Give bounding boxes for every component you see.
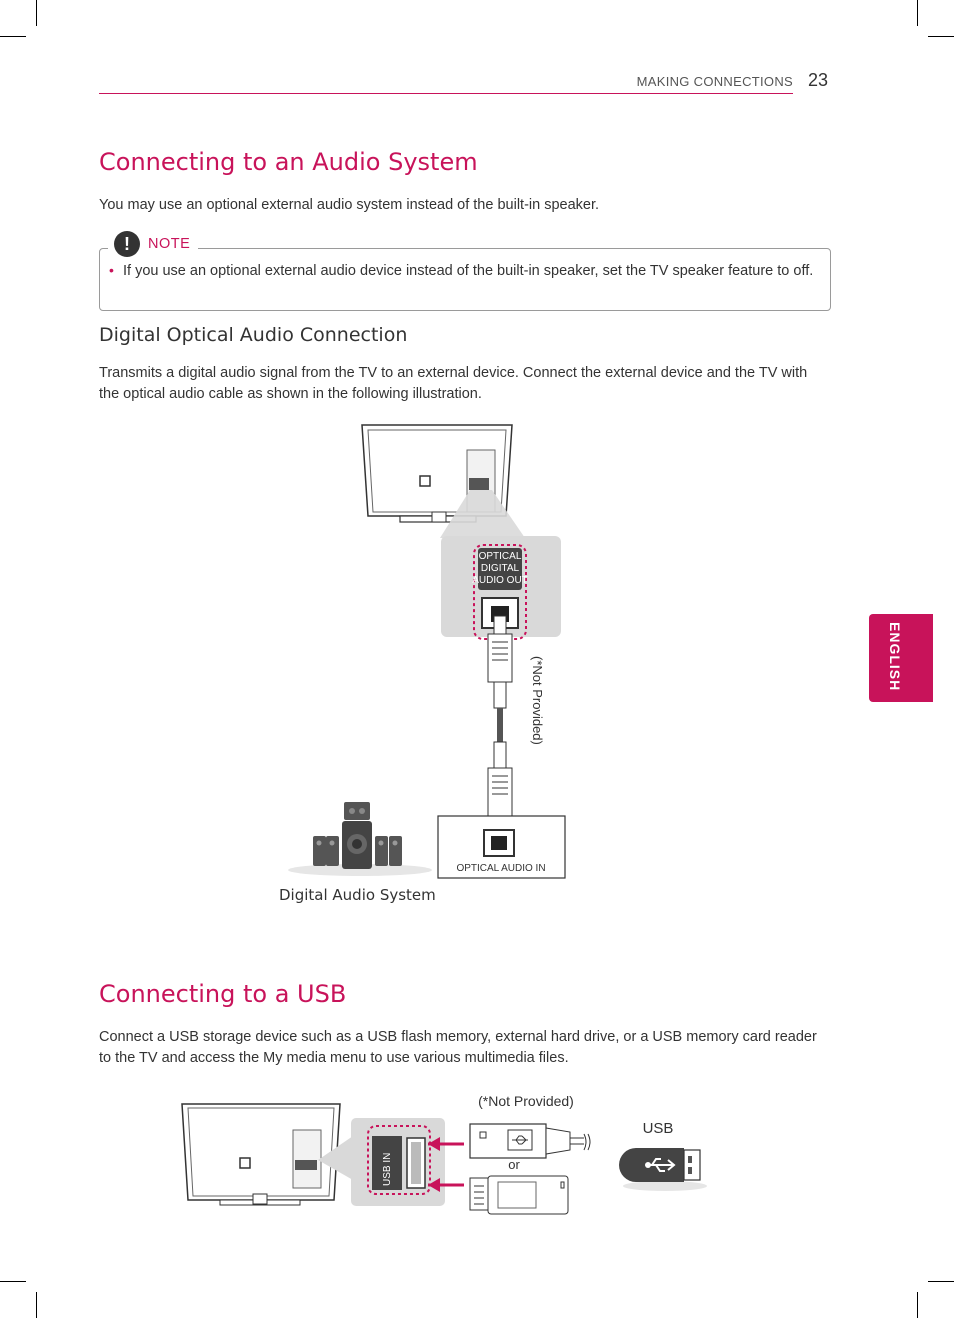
audio-intro: You may use an optional external audio system instead of the built-in speaker. (99, 197, 600, 213)
page-number: 23 (808, 70, 829, 90)
device-caption: Digital Audio System (279, 886, 436, 904)
language-tab (869, 614, 933, 702)
or-label: or (508, 1157, 520, 1172)
crop-mark (917, 1292, 918, 1318)
section-title-usb: Connecting to a USB (99, 980, 347, 1008)
section-title-audio: Connecting to an Audio System (99, 148, 478, 176)
subsection-title: Digital Optical Audio Connection (99, 324, 408, 346)
port-label-1: OPTICAL (478, 551, 522, 562)
cable-note: (*Not Provided) (530, 656, 545, 745)
crop-mark (928, 1281, 954, 1282)
usb-connection-diagram (178, 1088, 718, 1220)
tv-back-illustration (182, 1104, 340, 1205)
cable-line (497, 708, 503, 742)
note-item: If you use an optional external audio device instead of the built-in speaker, set the TV speaker feature to off. (123, 263, 814, 279)
crop-mark (917, 0, 918, 26)
speaker-system-illustration (288, 802, 432, 876)
crop-mark (36, 1292, 37, 1318)
usb-port-label: USB IN (382, 1152, 393, 1186)
note-badge (108, 231, 198, 257)
note-label: NOTE (148, 236, 191, 252)
usb-drive-illustration (619, 1148, 707, 1191)
cable-connector-top (488, 634, 512, 682)
cable-connector-bottom (488, 768, 512, 816)
header-rule (99, 93, 793, 94)
memory-stick-connector (470, 1178, 488, 1210)
optical-in-label: OPTICAL AUDIO IN (456, 863, 546, 874)
exclamation-icon: ! (114, 231, 140, 257)
crop-mark (0, 36, 26, 37)
port-label-2: DIGITAL (480, 563, 520, 574)
crop-mark (0, 1281, 26, 1282)
usb-body: Connect a USB storage device such as a USB flash memory, external hard drive, or a USB memory card reader to the TV and access the My media menu to use various multimedia files. (99, 1029, 817, 1066)
usb-label: USB (642, 1120, 674, 1137)
crop-mark (36, 0, 37, 26)
optical-connection-diagram (270, 420, 590, 890)
usb-cable-note: (*Not Provided) (478, 1093, 574, 1109)
running-header: MAKING CONNECTIONS (636, 74, 793, 89)
crop-mark (928, 36, 954, 37)
subsection-body: Transmits a digital audio signal from the TV to an external device. Connect the external device and the TV with the optical audio cable as shown in the following illustration. (99, 365, 808, 402)
language-tab-label: ENGLISH (887, 622, 903, 692)
port-label-3: AUDIO OUT (472, 575, 528, 586)
bullet-icon: • (109, 262, 114, 278)
